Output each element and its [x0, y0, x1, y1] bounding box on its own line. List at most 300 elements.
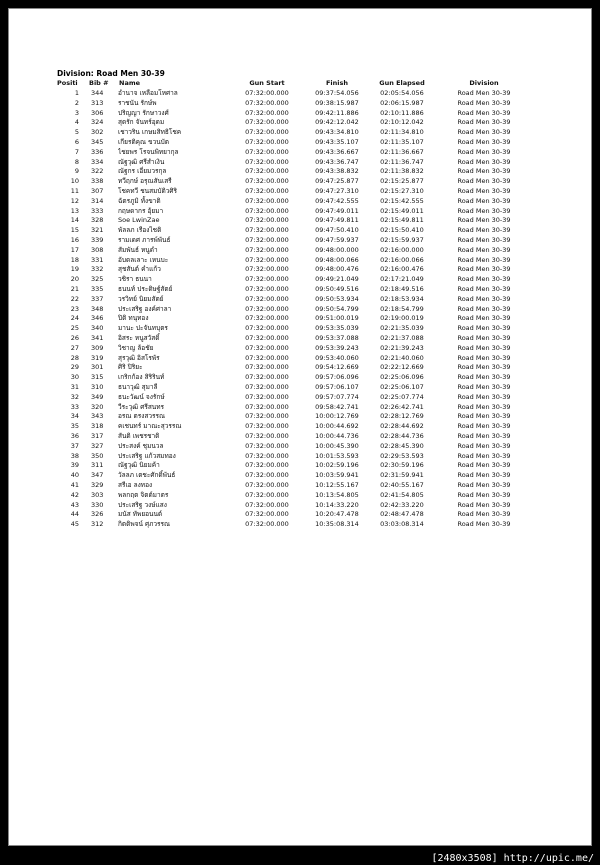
cell-bib: 315 [91, 373, 104, 382]
cell-finish: 09:53:35.039 [315, 324, 359, 333]
cell-bib: 325 [91, 275, 104, 284]
cell-gun-elapsed: 02:30:59.196 [380, 461, 424, 470]
table-row [9, 108, 593, 118]
table-row [9, 294, 593, 304]
cell-gun-start: 07:32:00.000 [245, 402, 289, 411]
cell-bib: 320 [91, 402, 104, 411]
cell-bib: 329 [91, 481, 104, 489]
cell-gun-start: 07:32:00.000 [245, 324, 289, 333]
cell-finish: 09:48:00.000 [315, 245, 359, 254]
cell-gun-elapsed: 02:28:45.390 [380, 441, 424, 450]
cell-name: Soe LwinZae [118, 216, 160, 225]
cell-finish: 09:57:07.774 [315, 392, 359, 401]
table-row [9, 274, 593, 284]
cell-name: ปิติ ทนุทอง [118, 314, 149, 323]
image-host-footer: [2480x3508] http://upic.me/ [431, 853, 594, 864]
cell-division: Road Men 30-39 [457, 392, 511, 401]
cell-finish: 09:53:40.060 [315, 353, 359, 362]
cell-finish: 10:13:54.805 [315, 490, 359, 499]
cell-gun-elapsed: 02:21:39.243 [380, 343, 424, 352]
cell-gun-start: 07:32:00.000 [245, 108, 289, 117]
cell-position: 5 [74, 128, 79, 137]
table-row [9, 500, 593, 510]
cell-gun-start: 07:32:00.000 [245, 304, 289, 313]
cell-bib: 340 [91, 324, 104, 333]
cell-gun-start: 07:32:00.000 [245, 177, 289, 186]
cell-bib: 348 [91, 304, 104, 313]
cell-finish: 09:54:12.669 [315, 363, 359, 372]
table-row [9, 323, 593, 333]
cell-name: ปริญญา รักษาวงศ์ [118, 108, 169, 117]
cell-division: Road Men 30-39 [457, 285, 511, 293]
cell-finish: 09:50:49.516 [315, 285, 359, 293]
cell-gun-elapsed: 02:15:49.011 [380, 206, 424, 215]
table-row [9, 372, 593, 382]
cell-name: ประเสริฐ แก้วสมทอง [118, 451, 176, 460]
cell-finish: 10:00:45.390 [315, 441, 359, 450]
table-row [9, 176, 593, 186]
cell-gun-start: 07:32:00.000 [245, 451, 289, 460]
cell-gun-elapsed: 02:42:33.220 [380, 500, 424, 509]
cell-name: สรีเอ ลงทอง [118, 481, 153, 489]
cell-gun-start: 07:32:00.000 [245, 461, 289, 470]
cell-division: Road Men 30-39 [457, 422, 511, 431]
cell-gun-elapsed: 02:19:00.019 [380, 314, 424, 323]
cell-bib: 317 [91, 432, 104, 440]
cell-finish: 10:02:59.196 [315, 461, 359, 470]
cell-finish: 10:20:47.478 [315, 510, 359, 519]
cell-gun-start: 07:32:00.000 [245, 98, 289, 107]
cell-division: Road Men 30-39 [457, 196, 511, 205]
cell-name: ประเสริฐ องค์ศาลา [118, 304, 172, 313]
cell-position: 22 [70, 294, 79, 303]
cell-finish: 09:57:06.107 [315, 383, 359, 391]
header-bib: Bib # [89, 79, 109, 87]
cell-gun-elapsed: 02:11:34.810 [380, 128, 424, 137]
cell-gun-elapsed: 02:21:35.039 [380, 324, 424, 333]
cell-gun-elapsed: 02:05:54.056 [380, 89, 424, 97]
cell-gun-elapsed: 02:28:44.736 [380, 432, 424, 440]
table-row [9, 431, 593, 441]
cell-gun-elapsed: 03:03:08.314 [380, 520, 424, 529]
cell-finish: 09:53:37.088 [315, 334, 359, 342]
cell-position: 37 [70, 441, 79, 450]
cell-gun-start: 07:32:00.000 [245, 432, 289, 440]
cell-position: 26 [70, 334, 79, 342]
cell-finish: 10:35:08.314 [315, 520, 359, 529]
cell-gun-start: 07:32:00.000 [245, 157, 289, 166]
cell-division: Road Men 30-39 [457, 334, 511, 342]
cell-gun-elapsed: 02:29:53.593 [380, 451, 424, 460]
cell-position: 43 [70, 500, 79, 509]
cell-gun-elapsed: 02:40:55.167 [380, 481, 424, 489]
cell-position: 19 [70, 265, 79, 274]
cell-finish: 09:43:36.747 [315, 157, 359, 166]
cell-gun-start: 07:32:00.000 [245, 89, 289, 97]
cell-gun-elapsed: 02:18:53.934 [380, 294, 424, 303]
cell-bib: 343 [91, 412, 104, 421]
cell-gun-start: 07:32:00.000 [245, 510, 289, 519]
cell-finish: 10:03:59.941 [315, 471, 359, 480]
cell-division: Road Men 30-39 [457, 118, 511, 127]
cell-gun-start: 07:32:00.000 [245, 392, 289, 401]
cell-gun-elapsed: 02:11:35.107 [380, 138, 424, 146]
cell-name: สันติ เพชรชาติ [118, 432, 160, 440]
table-row [9, 313, 593, 323]
cell-bib: 345 [91, 138, 104, 146]
cell-name: วิชาญ ล้อชัย [118, 343, 154, 352]
cell-finish: 09:48:00.476 [315, 265, 359, 274]
cell-gun-start: 07:32:00.000 [245, 285, 289, 293]
cell-division: Road Men 30-39 [457, 167, 511, 176]
results-page [8, 8, 592, 846]
cell-gun-start: 07:32:00.000 [245, 196, 289, 205]
header-division: Division [469, 79, 499, 87]
cell-position: 2 [74, 98, 79, 107]
header-position: Positi [57, 79, 78, 87]
cell-gun-start: 07:32:00.000 [245, 138, 289, 146]
table-row [9, 157, 593, 167]
cell-finish: 09:43:35.107 [315, 138, 359, 146]
table-row [9, 245, 593, 255]
cell-bib: 339 [91, 236, 104, 244]
cell-finish: 09:48:00.066 [315, 255, 359, 264]
cell-gun-start: 07:32:00.000 [245, 441, 289, 450]
cell-bib: 327 [91, 441, 104, 450]
header-gun-elapsed: Gun Elapsed [379, 79, 425, 87]
cell-division: Road Men 30-39 [457, 412, 511, 421]
cell-name: ธนนท์ ประดิษฐ์สัตย์ [118, 285, 173, 293]
table-row [9, 196, 593, 206]
cell-division: Road Men 30-39 [457, 441, 511, 450]
table-row [9, 382, 593, 392]
cell-position: 13 [70, 206, 79, 215]
cell-gun-start: 07:32:00.000 [245, 118, 289, 127]
table-row [9, 147, 593, 157]
cell-gun-elapsed: 02:15:25.877 [380, 177, 424, 186]
cell-gun-start: 07:32:00.000 [245, 314, 289, 323]
table-row [9, 235, 593, 245]
cell-name: กฤษดากร อุ้ยมา [118, 206, 164, 215]
table-row [9, 509, 593, 519]
cell-division: Road Men 30-39 [457, 89, 511, 97]
cell-bib: 349 [91, 392, 104, 401]
cell-gun-start: 07:32:00.000 [245, 245, 289, 254]
cell-position: 39 [70, 461, 79, 470]
cell-division: Road Men 30-39 [457, 461, 511, 470]
cell-gun-start: 07:32:00.000 [245, 265, 289, 274]
cell-division: Road Men 30-39 [457, 206, 511, 215]
table-row [9, 255, 593, 265]
header-gun-start: Gun Start [249, 79, 285, 87]
cell-bib: 311 [91, 461, 104, 470]
cell-position: 23 [70, 304, 79, 313]
cell-gun-start: 07:32:00.000 [245, 216, 289, 225]
table-row [9, 166, 593, 176]
cell-bib: 336 [91, 147, 104, 156]
cell-bib: 334 [91, 157, 104, 166]
table-row [9, 343, 593, 353]
cell-position: 3 [74, 108, 79, 117]
cell-name: โชคทวี ชนสมบัติวศิริ [118, 187, 177, 195]
cell-finish: 09:50:53.934 [315, 294, 359, 303]
cell-name: คเชนทร์ มาณะสุวรรณ [118, 422, 182, 431]
cell-position: 34 [70, 412, 79, 421]
cell-finish: 09:57:06.096 [315, 373, 359, 382]
cell-division: Road Men 30-39 [457, 510, 511, 519]
cell-bib: 321 [91, 226, 104, 235]
cell-bib: 319 [91, 353, 104, 362]
cell-position: 33 [70, 402, 79, 411]
cell-finish: 09:47:59.937 [315, 236, 359, 244]
cell-position: 11 [70, 187, 79, 195]
cell-finish: 10:00:12.769 [315, 412, 359, 421]
cell-name: รามเดศ ภารพ์พันธ์ [118, 236, 171, 244]
table-row [9, 215, 593, 225]
cell-gun-elapsed: 02:15:27.310 [380, 187, 424, 195]
cell-division: Road Men 30-39 [457, 471, 511, 480]
cell-finish: 10:00:44.692 [315, 422, 359, 431]
cell-division: Road Men 30-39 [457, 353, 511, 362]
cell-gun-elapsed: 02:11:36.667 [380, 147, 424, 156]
table-header [9, 78, 593, 88]
cell-finish: 09:43:34.810 [315, 128, 359, 137]
cell-finish: 09:38:15.987 [315, 98, 359, 107]
cell-gun-start: 07:32:00.000 [245, 206, 289, 215]
cell-division: Road Men 30-39 [457, 314, 511, 323]
cell-position: 27 [70, 343, 79, 352]
cell-finish: 09:37:54.056 [315, 89, 359, 97]
cell-gun-start: 07:32:00.000 [245, 334, 289, 342]
cell-position: 44 [70, 510, 79, 519]
cell-name: ณัฐวุฒิ ศรีสำเงิน [118, 157, 165, 166]
cell-finish: 09:42:12.042 [315, 118, 359, 127]
cell-gun-start: 07:32:00.000 [245, 226, 289, 235]
cell-gun-elapsed: 02:22:12.669 [380, 363, 424, 372]
cell-position: 25 [70, 324, 79, 333]
cell-division: Road Men 30-39 [457, 343, 511, 352]
table-row [9, 333, 593, 343]
cell-gun-start: 07:32:00.000 [245, 353, 289, 362]
cell-position: 29 [70, 363, 79, 372]
cell-bib: 303 [91, 490, 104, 499]
cell-bib: 331 [91, 255, 104, 264]
cell-division: Road Men 30-39 [457, 138, 511, 146]
cell-bib: 346 [91, 314, 104, 323]
cell-finish: 09:43:36.667 [315, 147, 359, 156]
cell-gun-start: 07:32:00.000 [245, 255, 289, 264]
cell-position: 6 [74, 138, 79, 146]
cell-finish: 09:47:42.555 [315, 196, 359, 205]
table-row [9, 284, 593, 294]
cell-gun-elapsed: 02:15:59.937 [380, 236, 424, 244]
cell-finish: 09:49:21.049 [315, 275, 359, 284]
cell-division: Road Men 30-39 [457, 255, 511, 264]
cell-name: อำนาจ เหลือมโหศาล [118, 89, 178, 97]
cell-gun-start: 07:32:00.000 [245, 275, 289, 284]
cell-gun-start: 07:32:00.000 [245, 373, 289, 382]
cell-position: 38 [70, 451, 79, 460]
cell-bib: 309 [91, 343, 104, 352]
cell-gun-start: 07:32:00.000 [245, 294, 289, 303]
cell-position: 16 [70, 236, 79, 244]
cell-position: 4 [74, 118, 79, 127]
cell-division: Road Men 30-39 [457, 275, 511, 284]
cell-gun-start: 07:32:00.000 [245, 481, 289, 489]
cell-bib: 302 [91, 128, 104, 137]
cell-position: 42 [70, 490, 79, 499]
cell-gun-elapsed: 02:10:11.886 [380, 108, 424, 117]
cell-name: เกริกก้อง สิริรินท์ [118, 373, 165, 382]
cell-gun-elapsed: 02:25:07.774 [380, 392, 424, 401]
cell-gun-start: 07:32:00.000 [245, 422, 289, 431]
cell-name: ประสงค์ ชุมนวล [118, 441, 164, 450]
cell-position: 9 [74, 167, 79, 176]
cell-bib: 330 [91, 500, 104, 509]
cell-gun-elapsed: 02:25:06.107 [380, 383, 424, 391]
cell-gun-elapsed: 02:31:59.941 [380, 471, 424, 480]
cell-gun-start: 07:32:00.000 [245, 147, 289, 156]
cell-name: ทวีฤกษ์ อรุณสันเสรี [118, 177, 172, 186]
cell-name: กิตติพจน์ ศุภวรรณ [118, 520, 171, 529]
cell-name: ศิริ ปิริยะ [118, 363, 143, 372]
cell-bib: 306 [91, 108, 104, 117]
cell-division: Road Men 30-39 [457, 147, 511, 156]
cell-name: อิสระ หนูสวัสดิ์ [118, 334, 160, 342]
cell-finish: 09:53:39.243 [315, 343, 359, 352]
table-row [9, 411, 593, 421]
table-row [9, 304, 593, 314]
cell-bib: 318 [91, 422, 104, 431]
cell-name: ณัฐกร เอี่ยมวรกุล [118, 167, 167, 176]
cell-position: 18 [70, 255, 79, 264]
cell-gun-start: 07:32:00.000 [245, 187, 289, 195]
cell-finish: 10:01:53.593 [315, 451, 359, 460]
cell-position: 15 [70, 226, 79, 235]
cell-bib: 341 [91, 334, 104, 342]
cell-name: พลกฤต จิตต์มาตร [118, 490, 169, 499]
cell-gun-elapsed: 02:25:06.096 [380, 373, 424, 382]
table-row [9, 392, 593, 402]
cell-name: อับดลเลาะ เหนบะ [118, 255, 169, 264]
cell-position: 40 [70, 471, 79, 480]
cell-bib: 333 [91, 206, 104, 215]
table-row [9, 225, 593, 235]
cell-gun-elapsed: 02:15:42.555 [380, 196, 424, 205]
cell-bib: 301 [91, 363, 104, 372]
cell-gun-elapsed: 02:15:50.410 [380, 226, 424, 235]
cell-gun-elapsed: 02:28:44.692 [380, 422, 424, 431]
cell-gun-elapsed: 02:18:54.799 [380, 304, 424, 313]
cell-gun-elapsed: 02:21:40.060 [380, 353, 424, 362]
cell-name: วรวิทย์ นิยมสัตย์ [118, 294, 164, 303]
cell-position: 8 [74, 157, 79, 166]
cell-division: Road Men 30-39 [457, 128, 511, 137]
cell-gun-elapsed: 02:16:00.476 [380, 265, 424, 274]
cell-finish: 09:51:00.019 [315, 314, 359, 323]
cell-position: 21 [70, 285, 79, 293]
cell-finish: 10:12:55.167 [315, 481, 359, 489]
cell-division: Road Men 30-39 [457, 216, 511, 225]
table-row [9, 88, 593, 98]
cell-gun-start: 07:32:00.000 [245, 471, 289, 480]
cell-name: อรณ ตรงสวรรณ [118, 412, 166, 421]
cell-division: Road Men 30-39 [457, 520, 511, 529]
table-row [9, 480, 593, 490]
table-row [9, 98, 593, 108]
cell-bib: 310 [91, 383, 104, 391]
table-row [9, 421, 593, 431]
table-row [9, 353, 593, 363]
cell-gun-elapsed: 02:28:12.769 [380, 412, 424, 421]
cell-gun-start: 07:32:00.000 [245, 167, 289, 176]
cell-gun-elapsed: 02:18:49.516 [380, 285, 424, 293]
cell-bib: 335 [91, 285, 104, 293]
cell-name: พัลลภ เรืองไชติ [118, 226, 162, 235]
table-row [9, 460, 593, 470]
cell-finish: 10:00:44.736 [315, 432, 359, 440]
cell-position: 1 [74, 89, 79, 97]
cell-name: สัมพันธ์ หนูดำ [118, 245, 158, 254]
cell-finish: 09:50:54.799 [315, 304, 359, 313]
cell-finish: 09:43:38.832 [315, 167, 359, 176]
cell-name: วชิรา ธนนา [118, 275, 152, 284]
cell-bib: 314 [91, 196, 104, 205]
cell-gun-elapsed: 02:21:37.088 [380, 334, 424, 342]
cell-gun-elapsed: 02:16:00.000 [380, 245, 424, 254]
cell-division: Road Men 30-39 [457, 324, 511, 333]
table-row [9, 127, 593, 137]
cell-position: 45 [70, 520, 79, 529]
cell-name: สุชสันต์ คำแก้ว [118, 265, 161, 274]
cell-name: สุรวุฒิ อิสโรพัร [118, 353, 160, 362]
cell-division: Road Men 30-39 [457, 245, 511, 254]
cell-division: Road Men 30-39 [457, 304, 511, 313]
cell-bib: 350 [91, 451, 104, 460]
header-name: Name [119, 79, 141, 87]
cell-gun-start: 07:32:00.000 [245, 383, 289, 391]
table-row [9, 117, 593, 127]
cell-division: Road Men 30-39 [457, 383, 511, 391]
cell-finish: 09:42:11.886 [315, 108, 359, 117]
cell-name: วัลลภ เตชะศักดิ์พันธ์ [118, 471, 176, 480]
cell-gun-start: 07:32:00.000 [245, 128, 289, 137]
cell-division: Road Men 30-39 [457, 363, 511, 372]
cell-position: 30 [70, 373, 79, 382]
cell-finish: 09:47:50.410 [315, 226, 359, 235]
cell-gun-start: 07:32:00.000 [245, 412, 289, 421]
cell-name: ธนาวุฒิ สุมาลี [118, 383, 158, 391]
cell-gun-elapsed: 02:48:47.478 [380, 510, 424, 519]
cell-name: ไชยพร โรจนพิทยากุล [118, 147, 179, 156]
cell-finish: 09:47:25.877 [315, 177, 359, 186]
cell-bib: 322 [91, 167, 104, 176]
cell-bib: 326 [91, 510, 104, 519]
cell-gun-elapsed: 02:06:15.987 [380, 98, 424, 107]
cell-name: มนัส ทัพยอนนต์ [118, 510, 163, 519]
cell-finish: 09:58:42.741 [315, 402, 359, 411]
cell-division: Road Men 30-39 [457, 500, 511, 509]
table-row [9, 451, 593, 461]
cell-position: 14 [70, 216, 79, 225]
cell-division: Road Men 30-39 [457, 236, 511, 244]
table-row [9, 362, 593, 372]
cell-gun-elapsed: 02:26:42.741 [380, 402, 424, 411]
cell-division: Road Men 30-39 [457, 490, 511, 499]
cell-division: Road Men 30-39 [457, 402, 511, 411]
table-row [9, 490, 593, 500]
table-row [9, 402, 593, 412]
